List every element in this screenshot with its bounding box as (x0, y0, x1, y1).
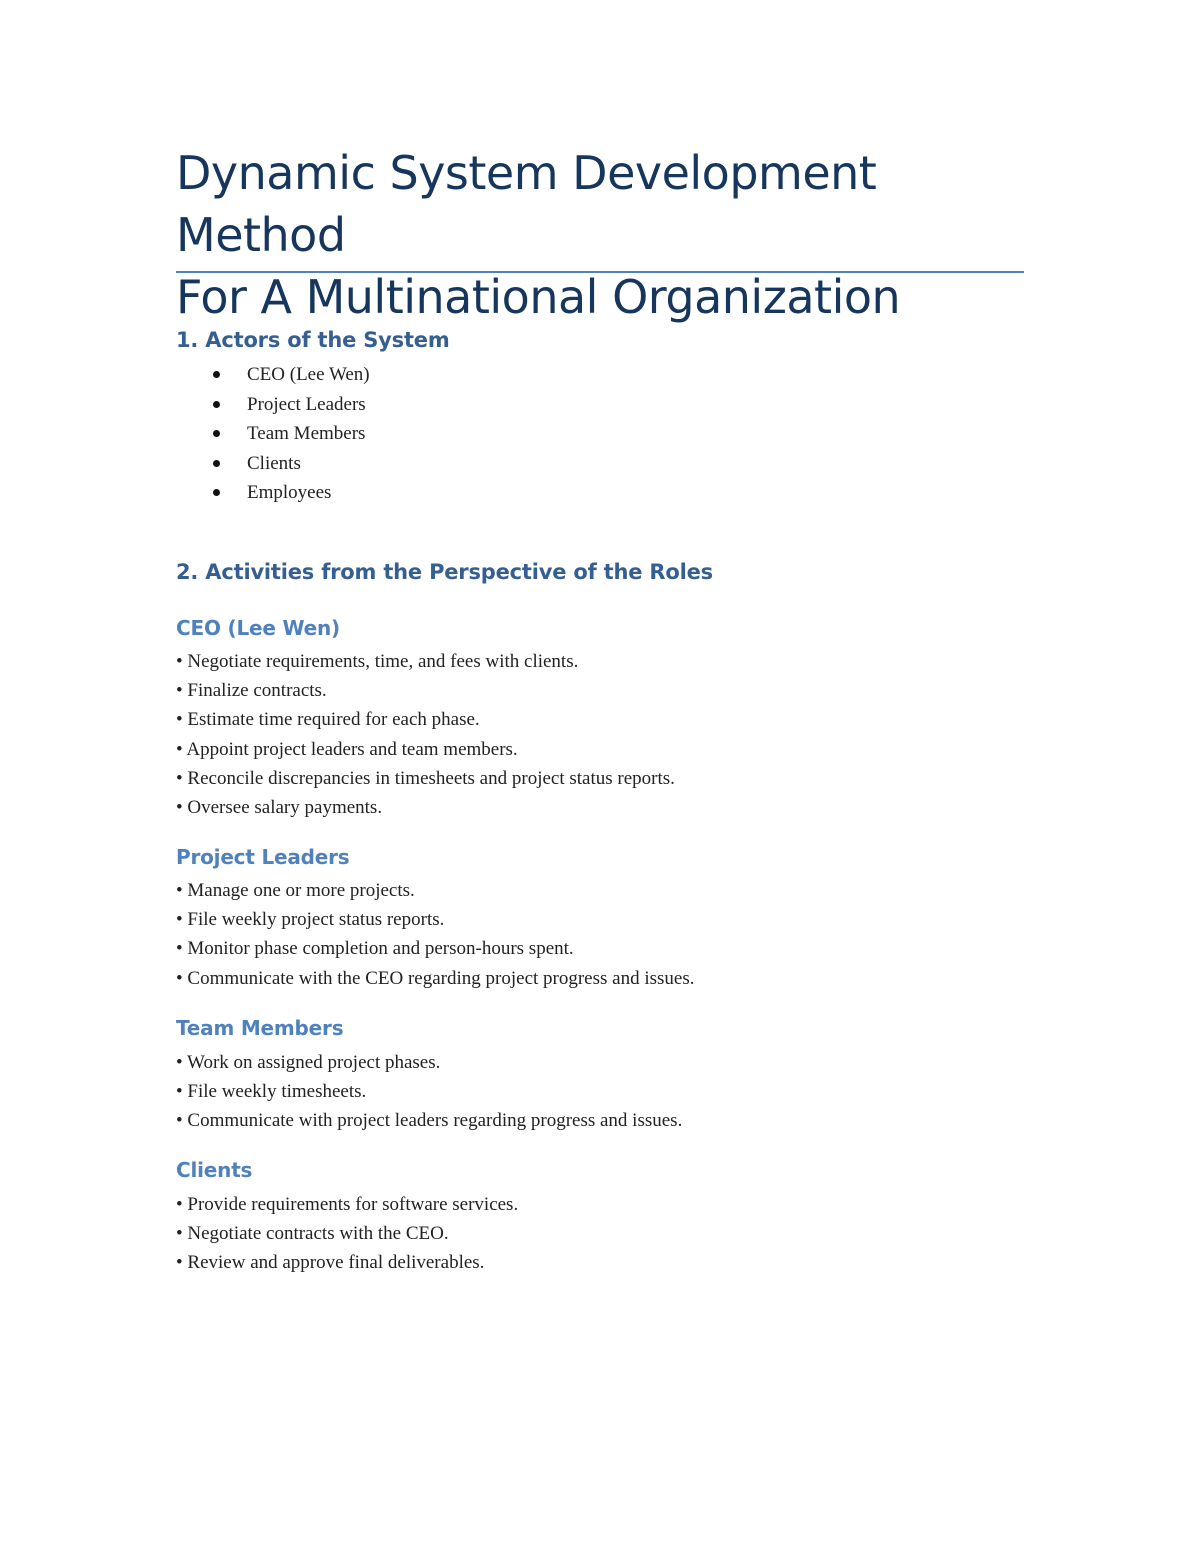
role-heading-project-leaders: Project Leaders (176, 845, 350, 869)
list-item: • Negotiate requirements, time, and fees with clients. (176, 651, 579, 672)
team-members-activities-list (176, 1048, 682, 1136)
list-item: • Communicate with project leaders regarding progress and issues. (176, 1110, 683, 1132)
bullet-icon (213, 401, 220, 408)
actors-list (176, 360, 370, 508)
document-title (176, 142, 1036, 328)
title-line-2: For A Multinational Organization (176, 270, 901, 324)
list-item: • Communicate with the CEO regarding project progress and issues. (176, 967, 695, 989)
actor-label: Project Leaders (247, 393, 366, 415)
title-underline-rule (176, 271, 1024, 273)
bullet-icon (213, 430, 220, 437)
list-item: • Monitor phase completion and person-hours spent. (176, 938, 574, 960)
list-item (176, 419, 370, 449)
list-item (176, 390, 370, 420)
role-heading-clients: Clients (176, 1158, 253, 1182)
clients-activities-list (176, 1190, 518, 1278)
list-item: • Provide requirements for software services. (176, 1194, 519, 1215)
bullet-icon (213, 489, 220, 496)
list-item (176, 478, 370, 508)
list-item: • Oversee salary payments. (176, 796, 383, 818)
section-heading-activities: 2. Activities from the Perspective of the Roles (176, 560, 713, 584)
list-item (176, 449, 370, 479)
list-item: • Finalize contracts. (176, 680, 327, 702)
list-item: • Manage one or more projects. (176, 880, 415, 901)
list-item: • Appoint project leaders and team members. (176, 738, 518, 760)
actor-label: CEO (Lee Wen) (247, 364, 370, 385)
actor-label: Clients (247, 452, 301, 474)
bullet-icon (213, 371, 220, 378)
actor-label: Team Members (247, 423, 366, 444)
ceo-activities-list (176, 647, 675, 822)
role-heading-ceo: CEO (Lee Wen) (176, 616, 340, 640)
section-heading-actors: 1. Actors of the System (176, 328, 450, 352)
list-item: • Review and approve final deliverables. (176, 1252, 485, 1274)
project-leaders-activities-list (176, 876, 694, 993)
list-item: • File weekly timesheets. (176, 1081, 367, 1103)
list-item: • File weekly project status reports. (176, 909, 445, 931)
list-item: • Estimate time required for each phase. (176, 709, 480, 731)
bullet-icon (213, 460, 220, 467)
list-item (176, 360, 370, 390)
role-heading-team-members: Team Members (176, 1016, 344, 1040)
list-item: • Reconcile discrepancies in timesheets and project status reports. (176, 767, 675, 789)
list-item: • Work on assigned project phases. (176, 1052, 441, 1073)
actor-label: Employees (247, 482, 332, 503)
list-item: • Negotiate contracts with the CEO. (176, 1223, 449, 1245)
title-line-1: Dynamic System Development Method (176, 146, 877, 262)
